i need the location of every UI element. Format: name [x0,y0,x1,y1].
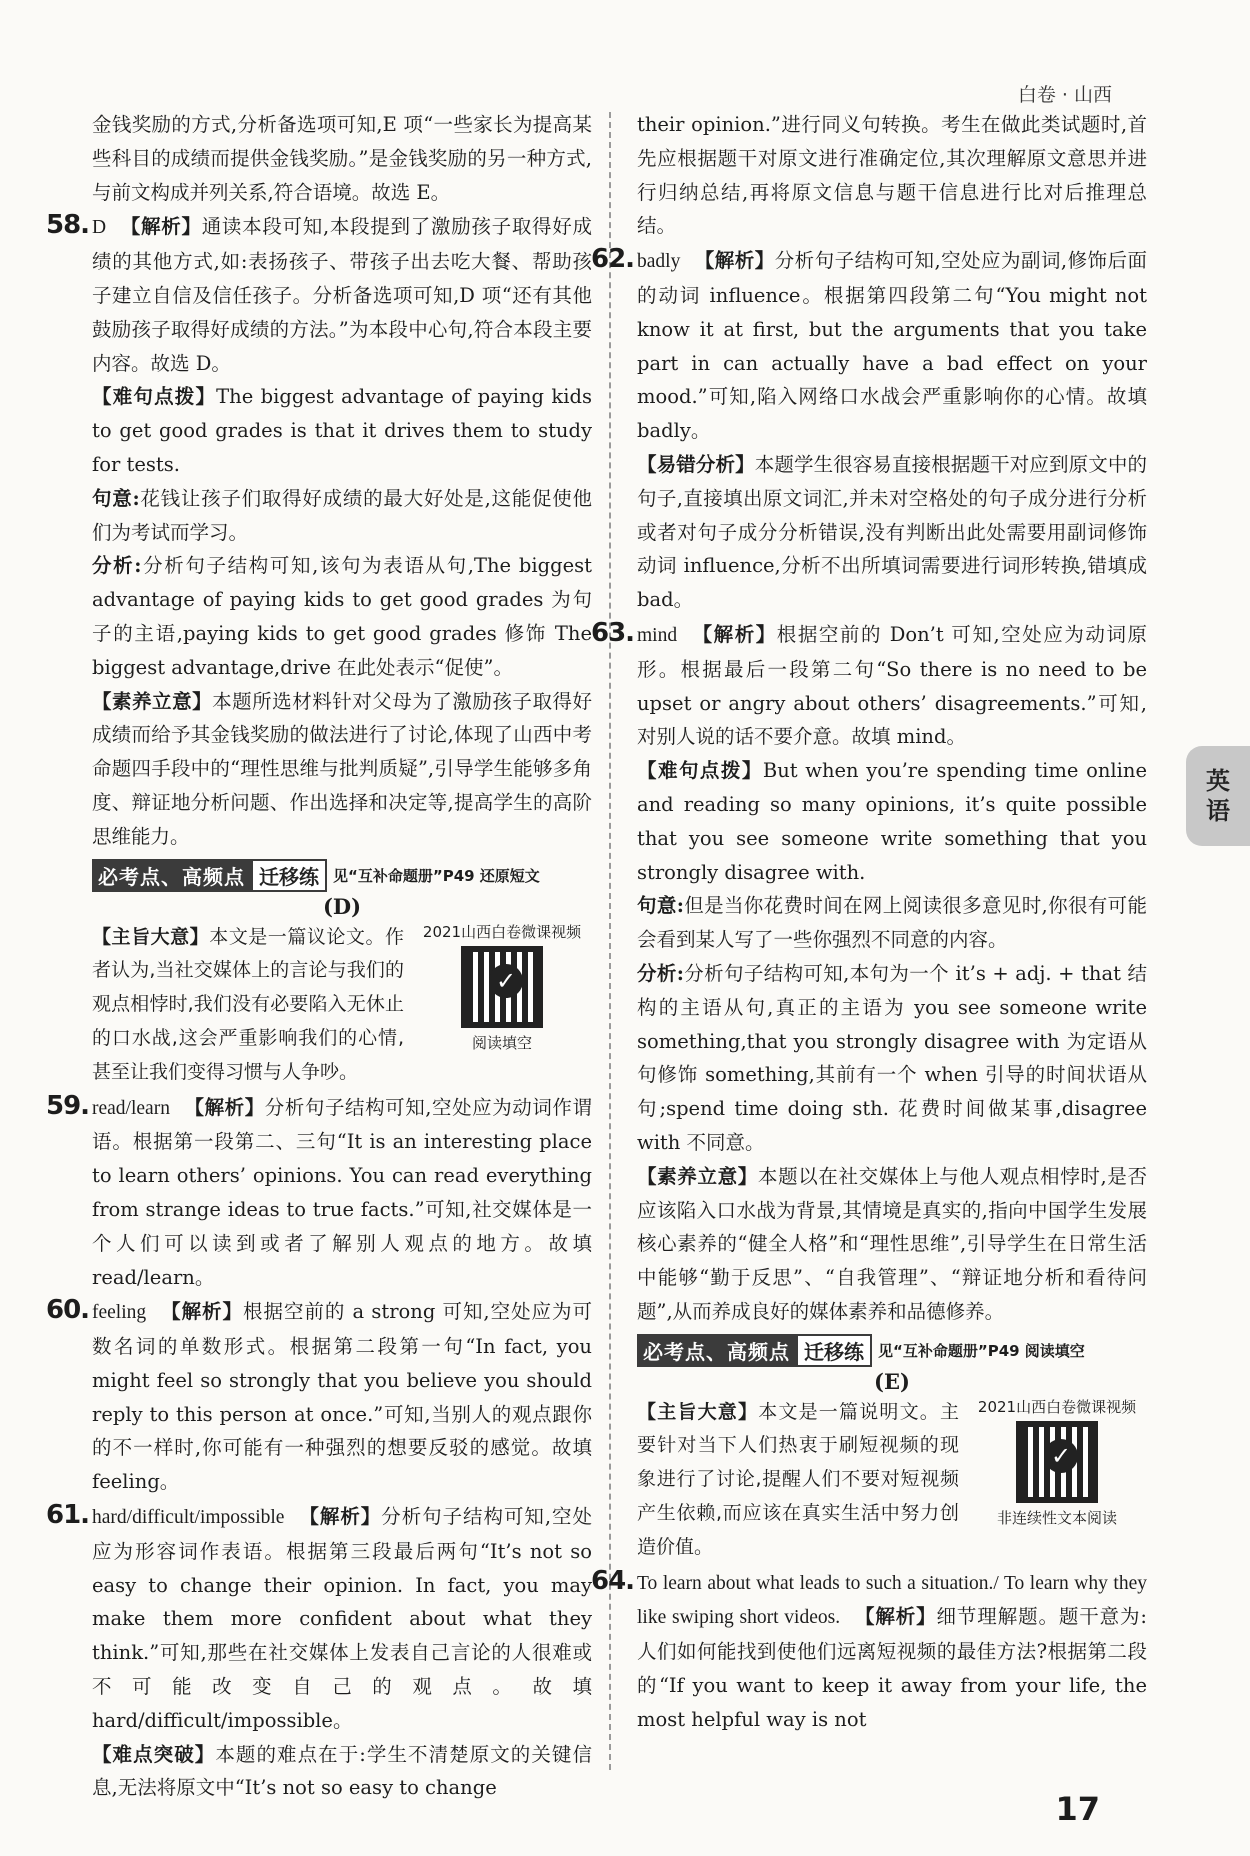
q60-number: 60. [46,1295,90,1326]
q58-meaning-text: 花钱让孩子们取得好成绩的最大好处是,这能促使他们为考试而学习。 [92,486,592,544]
q63-text: 根据空前的 Don’t 可知,空处应为动词原形。根据最后一段第二句“So there is no need to be upset or angry about others’ disagreements.”可知,对别人说的话不要介意。故填 mind。 [637,622,1147,749]
q63-hard-text: But when you’re spending time online and reading so many opinions, it’s quite possible that you see someone write something that you strongly disagree with. [637,759,1147,884]
q58-analysis [92,549,592,684]
column-divider [609,112,611,1770]
q63-literacy [637,1160,1147,1329]
summary-e-body: 本文是一篇说明文。主要针对当下人们热衷于刷短视频的现象进行了讨论,提醒人们不要对短视频产生依赖,而应该在真实生活中努力创造价值。 [637,1400,959,1558]
q63-hard-sentence [637,754,1147,889]
summary-d-body: 本文是一篇议论文。作者认为,当社交媒体上的言论与我们的观点相悖时,我们没有必要陷入无休止的口水战,这会严重影响我们的心情,甚至让我们变得习惯与人争吵。 [92,925,404,1083]
qr-code-icon[interactable] [461,946,543,1028]
q60-tag: 【解析】 [160,1300,244,1324]
summary-e-tag: 【主旨大意】 [637,1400,759,1423]
q63-analysis-text: 分析句子结构可知,本句为一个 it’s + adj. + that 结构的主语从句,真正的主语为 you see someone write something,that you strongly disagree with 为定语从句修饰 something,其前有一个 when 引导的时间状语从句;spend time doing sth. 花费时间做某事,disagree with 不同意。 [637,961,1147,1154]
subject-tab-line1: 英 [1206,767,1230,795]
q62-err-text: 本题学生很容易直接根据题干对应到原文中的句子,直接填出原文词汇,并未对空格处的句子成分进行分析或者对句子成分分析错误,没有判断出此处需要用副词修饰动词 influence,分析不出所填词需要进行词形转换,错填成 bad。 [637,452,1147,612]
q63-analysis [637,957,1147,1160]
q62-answer: badly [637,251,681,273]
qr-e-top: 2021山西白卷微课视频 [977,1397,1137,1416]
q58-analysis-text: 分析句子结构可知,该句为表语从句,The biggest advantage of paying kids to get good grades 为句子的主语,paying kids to get good grades 修饰 The biggest advantage,drive 在此处表示“促使”。 [92,554,592,679]
q64-answer: To learn about what leads to such a situation./ To learn why they like swiping short videos. [637,1572,1147,1629]
left-intro: 金钱奖励的方式,分析备选项可知,E 项“一些家长为提高某些科目的成绩而提供金钱奖励。”是金钱奖励的另一种方式,与前文构成并列关系,符合语境。故选 E。 [92,113,592,204]
q63-hard-tag: 【难句点拨】 [637,759,763,783]
q63-meaning-tag: 句意: [637,894,684,918]
qr-box-e [967,1396,1147,1528]
q61-block [46,1499,592,1738]
subject-tab [1186,746,1250,846]
summary-d [92,921,592,1090]
q61-hard-text: 本题的难点在于:学生不清楚原文的关键信息,无法将原文中“It’s not so easy to change [92,1742,592,1800]
q61-answer: hard/difficult/impossible [92,1507,285,1529]
right-column [591,108,1147,1737]
q63-meaning [637,889,1147,957]
q58-literacy [92,685,592,854]
q64-number: 64. [591,1565,635,1596]
q62-number: 62. [591,244,635,275]
q63-meaning-text: 但是当你花费时间在网上阅读很多意见时,你很有可能会看到某人写了一些你强烈不同意的内容。 [637,894,1147,952]
q61-hard-tag: 【难点突破】 [92,1742,216,1766]
page-number: 17 [1055,1790,1100,1828]
section-title-e: (E) [874,1368,910,1394]
q60-block [46,1294,592,1499]
q62-error-analysis [637,448,1147,617]
q58-meaning-tag: 句意: [92,486,140,510]
practice-band-d [92,860,592,892]
q58-literacy-tag: 【素养立意】 [92,689,213,713]
q58-hard-text: The biggest advantage of paying kids to get good grades is that it drives them to study for tests. [92,385,592,476]
q58-text: 通读本段可知,本段提到了激励孩子取得好成绩的其他方式,如:表扬孩子、带孩子出去吃大餐、帮助孩子建立自信及信任孩子。分析备选项可知,D 项“还有其他鼓励孩子取得好成绩的方法。”为本段中心句,符合本段主要内容。故选 D。 [92,215,592,375]
summary-e [637,1396,1147,1565]
subject-tab-line2: 语 [1206,797,1230,825]
q63-answer: mind [637,624,678,646]
q62-err-tag: 【易错分析】 [637,452,755,476]
q58-tag: 【解析】 [120,215,202,239]
q63-number: 63. [591,617,635,648]
q58-block [46,209,592,380]
q59-block [46,1090,592,1295]
q58-hard-sentence [92,380,592,481]
q59-text: 分析句子结构可知,空处应为动词作谓语。根据第一段第二、三句“It is an interesting place to learn others’ opinions. You can read everything from strange ideas to true facts.”可知,社交媒体是一个人们可以读到或者了解别人观点的地方。故填 read/learn。 [92,1095,592,1289]
q59-tag: 【解析】 [183,1095,265,1119]
q62-tag: 【解析】 [694,249,775,273]
qr-box-d [412,921,592,1053]
q61-text: 分析句子结构可知,空处应为形容词作表语。根据第三段最后两句“It’s not so easy to change their opinion. In fact, you may make them more confident about what they think.”可知,那些在社交媒体上发表自己言论的人很难或不可能改变自己的观点。故填 hard/difficult/impossible。 [92,1505,592,1732]
q63-analysis-tag: 分析: [637,961,684,985]
band-e-ref: 见“互补命题册”P49 阅读填空 [878,1342,1085,1361]
right-intro: their opinion.”进行同义句转换。考生在做此类试题时,首先应根据题干对原文进行准确定位,其次理解原文意思并进行归纳总结,再将原文信息与题干信息进行比对后推理总结。 [637,113,1147,238]
q63-block [591,617,1147,754]
q64-text: 细节理解题。题干意为:人们如何能找到使他们远离短视频的最佳方法?根据第二段的“If you want to keep it away from your life, the most helpful way is not [637,1605,1147,1731]
q59-answer: read/learn [92,1097,170,1119]
q58-meaning [92,482,592,550]
band-e-light: 迁移练 [796,1334,872,1367]
band-d-dark: 必考点、高频点 [92,859,251,892]
q64-tag: 【解析】 [854,1605,937,1629]
band-d-ref: 见“互补命题册”P49 还原短文 [333,867,540,886]
qr-d-bottom: 阅读填空 [471,1033,532,1052]
q59-number: 59. [46,1090,90,1121]
q62-text: 分析句子结构可知,空处应为副词,修饰后面的动词 influence。根据第四段第二句“You might not know it at first, but the arguments that you take part in can actually have a bad effect on your mood.”可知,陷入网络口水战会严重影响你的心情。故填 badly。 [637,249,1147,443]
q61-difficulty [92,1738,592,1806]
q61-tag: 【解析】 [298,1505,382,1529]
q64-block [591,1565,1147,1737]
q61-number: 61. [46,1500,90,1531]
qr-e-bottom: 非连续性文本阅读 [996,1508,1117,1527]
band-e-dark: 必考点、高频点 [637,1334,796,1367]
summary-d-tag: 【主旨大意】 [92,925,210,948]
q63-literacy-tag: 【素养立意】 [637,1164,758,1188]
q63-literacy-text: 本题以在社交媒体上与他人观点相悖时,是否应该陷入口水战为背景,其情境是真实的,指向中国学生发展核心素养的“健全人格”和“理性思维”,引导学生在日常生活中能够“勤于反思”、“自我管理”、“辩证地分析和看待问题”,从而养成良好的媒体素养和品德修养。 [637,1164,1147,1323]
q63-tag: 【解析】 [691,622,777,646]
q58-literacy-text: 本题所选材料针对父母为了激励孩子取得好成绩而给予其金钱奖励的做法进行了讨论,体现了山西中考命题四手段中的“理性思维与批判质疑”,引导学生能够多角度、辩证地分析问题、作出选择和决定等,提高学生的高阶思维能力。 [92,689,592,848]
qr-code-icon[interactable] [1016,1421,1098,1503]
q62-block [591,243,1147,448]
practice-band-e [637,1335,1147,1367]
q60-answer: feeling [92,1302,147,1324]
q58-analysis-tag: 分析: [92,554,142,578]
q58-hard-tag: 【难句点拨】 [92,385,217,409]
section-title-d: (D) [322,893,362,919]
q58-number: 58. [46,210,90,241]
q58-answer: D [92,217,107,239]
band-d-light: 迁移练 [251,859,327,892]
q60-text: 根据空前的 a strong 可知,空处应为可数名词的单数形式。根据第二段第一句“In fact, you might feel so strongly that you believe you should reply to this person at once.”可知,当别人的观点跟你的不一样时,你可能有一种强烈的想要反驳的感觉。故填 feeling。 [92,1300,592,1494]
running-header: 白卷 · 山西 [1017,84,1112,106]
qr-d-top: 2021山西白卷微课视频 [422,922,582,941]
left-column [46,108,592,1805]
